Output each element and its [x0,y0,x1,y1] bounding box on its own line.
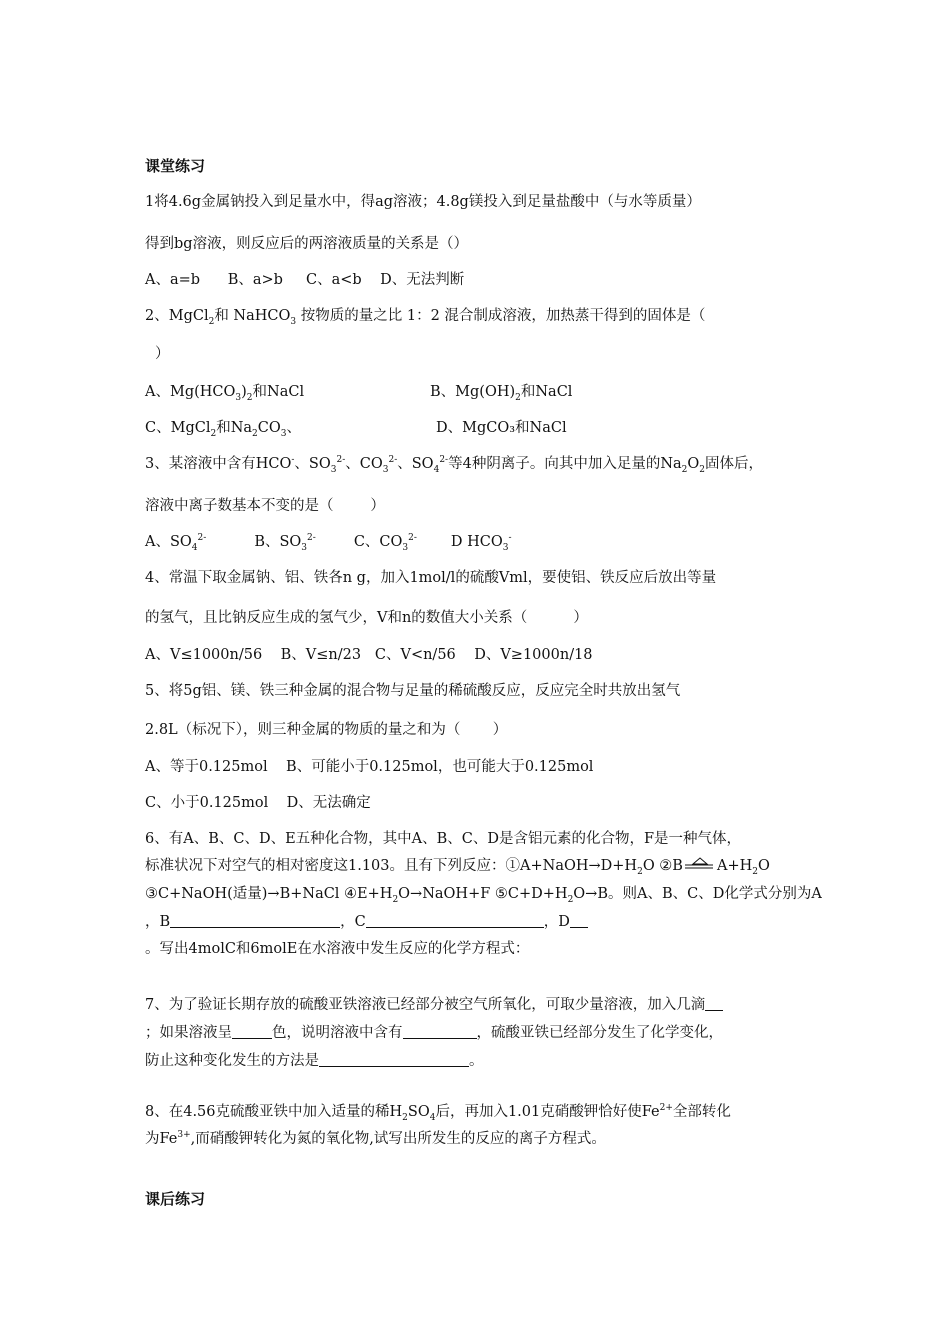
q6-text: ，D [543,914,570,930]
q5-options2 [145,793,371,813]
q5-opt: A、等于0.125mol B、可能小于0.125mol，也可能大于0.125mol [145,759,594,775]
q7-line2 [145,1023,723,1043]
q5-text: 2.8L（标况下），则三种金属的物质的量之和为（ ） [145,722,508,738]
q6-line4 [145,912,588,932]
q2-opt: C、MgCl [145,420,211,436]
q2-opt: ) [241,384,247,400]
q8-text: 8、在4.56克硫酸亚铁中加入适量的稀H [145,1104,403,1120]
q2-text: 按物质的量之比 1：2 混合制成溶液，加热蒸干得到的固体是（ [296,308,706,324]
q3-opt: A、SO [145,534,192,550]
q6-text: O→B。则A、B、C、D化学式分别为A [573,886,822,902]
q6-line2: 标准状况下对空气的相对密度这1.103。且有下列反应：$①A+NaOH\to D+H_2O$ ②B $A+H_2O$ [145,858,770,877]
q3-text: 溶液中离子数基本不变的是（ ） [145,498,385,514]
q5-line1: 5、将5g铝、镁、铁三种金属的混合物与足量的稀硫酸反应，反应完全时共放出氢气 [145,683,681,699]
q2-option-a: A、$Mg(HCO_3)_2$和NaCl [145,384,305,403]
q2-opt: 和Na [216,420,253,436]
q7-text: ，硫酸亚铁已经部分发生了化学变化， [476,1025,723,1041]
q2-line2: ） [155,346,170,362]
q6-text: 标准状况下对空气的相对密度这1.103。且有下列反应：①A+NaOH→D+H [145,858,638,874]
q2-opt: 和NaCl [520,384,573,400]
q5-line2 [145,720,507,740]
blank-d[interactable] [570,913,588,928]
q3-line2 [145,496,385,516]
blank-color[interactable] [232,1024,272,1039]
q3-text: 、SO [397,456,434,472]
q2-text: 和 NaHCO [214,308,291,324]
q1-line1: 1将4.6g金属钠投入到足量水中，得ag溶液；4.8g镁投入到足量盐酸中（与水等质量） [145,194,701,210]
q2-option-b: B、$Mg(OH)_2$和NaCl [430,384,573,403]
q4-options [145,645,593,665]
q4-line2 [145,608,588,628]
q3-text: 固体后， [705,456,764,472]
q2-opt: CO [257,420,281,436]
q8-text: ,而硝酸钾转化为氮的氧化物,试写出所发生的反应的离子方程式。 [190,1131,606,1147]
q2-opt: A、Mg(HCO [145,384,236,400]
section-heading-after-class: 课后练习 [145,1190,206,1208]
q6-text: O→NaOH+F ⑤C+D+H [398,886,568,902]
q3-opt: D HCO [450,534,503,550]
q3-text: 、SO [294,456,331,472]
q6-text: ，C [340,914,366,930]
q2-opt: B、Mg(OH) [430,384,516,400]
q7-text: 。 [469,1053,484,1069]
q2-text: 2、MgCl [145,308,209,324]
q7-text: 7、为了验证长期存放的硫酸亚铁溶液已经部分被空气所氧化，可取少量溶液，加入几滴 [145,997,706,1013]
q8-text: SO [407,1104,430,1120]
q2-option-d: D、MgCO₃和NaCl [436,420,567,436]
q3-options: A、$SO_4^{2-}$ B、$SO_3^{2-}$ C、$CO_3^{2-}$ D $HCO_3^-$ [145,533,512,553]
q7-line1 [145,995,723,1015]
q3-line1: 3、某溶液中含有HCO-、$SO_3^{2-}$、$CO_3^{2-}$、$SO_4^{2-}$等4种阴离子。向其中加入足量的$Na_2O_2$固体后， [145,455,764,475]
q3-opt: C、CO [353,534,403,550]
q6-text: ③C+NaOH(适量)→B+NaCl ④E+H [145,886,393,902]
q7-text: 防止这种变化发生的方法是 [145,1053,319,1069]
q3-opt: B、SO [254,534,302,550]
q6-text: ，B [145,914,171,930]
q3-text: O [687,456,700,472]
q8-text: 全部转化 [672,1104,731,1120]
q2-opt: 、 [286,420,301,436]
q1-options-text: A、a=b B、a>b C、a<b D、无法判断 [145,272,465,288]
q7-text: 色，说明溶液中含有 [272,1025,403,1041]
q3-text: 等4种阴离子。向其中加入足量的Na [448,456,682,472]
q7-text: ；如果溶液呈 [145,1025,232,1041]
q4-text: 的氢气，且比钠反应生成的氢气少，V和n的数值大小关系（ ） [145,610,588,626]
q4-opt: A、V≤1000n/56 B、V≤n/23 C、V<n/56 D、V≥1000n/18 [145,647,593,663]
q1-options [145,270,464,290]
q6-line5: 。写出4molC和6molE在水溶液中发生反应的化学方程式： [145,941,530,957]
q3-text: 3、某溶液中含有HCO [145,456,292,472]
heat-arrow-icon [683,857,717,871]
q6-line3: ③C+NaOH(适量)→B+NaCl $④E+H_2O\to NaOH+F$ $⑤C+D+H_2O\to B$。则A、B、C、D化学式分别为A [145,886,822,905]
q5-options1 [145,757,593,777]
blank-ion[interactable] [403,1024,477,1039]
q7-line3 [145,1051,484,1071]
q4-line1: 4、常温下取金属钠、铝、铁各n g，加入1mol/l的硫酸Vml，要使铝、铁反应后放出等量 [145,570,717,586]
q5-opt: C、小于0.125mol D、无法确定 [145,795,371,811]
q2-opt: 和NaCl [252,384,305,400]
q6-line1: 6、有A、B、C、D、E五种化合物，其中A、B、C、D是含铝元素的化合物，F是一种气体， [145,831,742,847]
q6-text: O ②B [642,858,683,874]
blank-reagent[interactable] [705,996,723,1011]
q1-line2: 得到bg溶液，则反应后的两溶液质量的关系是（） [145,236,469,252]
q2-option-c: C、MgCl$_2$和$Na_2CO_3$、 [145,420,301,439]
q8-text: 后，再加入1.01克硝酸钾恰好使Fe [435,1104,660,1120]
q8-line2: 为$Fe^{3+}$,而硝酸钾转化为氮的氧化物,试写出所发生的反应的离子方程式。 [145,1130,606,1147]
q6-text: A+H [716,858,753,874]
q8-line1: 8、在4.56克硫酸亚铁中加入适量的稀$H_2SO_4$后，再加入1.01克硝酸钾恰好使$Fe^{2+}$全部转化 [145,1103,731,1123]
blank-c[interactable] [366,913,544,928]
blank-b[interactable] [170,913,340,928]
q8-text: 为Fe [145,1131,178,1147]
q6-text: O [757,858,770,874]
q2-line1: 2、MgCl$_2$和 NaHCO$_3$ 按物质的量之比 1：2 混合制成溶液，加热蒸干得到的固体是（ [145,308,706,327]
blank-method[interactable] [319,1052,469,1067]
q3-text: 、CO [345,456,383,472]
section-heading-in-class: 课堂练习 [145,157,206,175]
